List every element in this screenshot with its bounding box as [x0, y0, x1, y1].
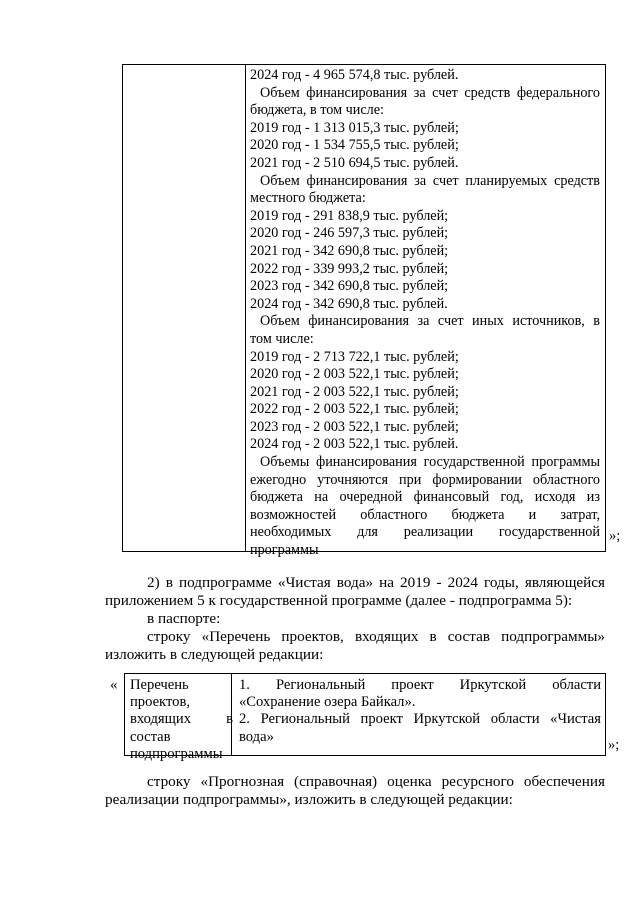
financing-line: возможностей областного бюджета и затрат, — [250, 506, 600, 523]
financing-line: бюджета, в том числе: — [250, 102, 384, 119]
financing-line: 2022 год - 2 003 522,1 тыс. рублей; — [250, 401, 459, 418]
paragraph-projects-row-line2: изложить в следующей редакции: — [105, 646, 324, 663]
label-line: подпрограммы — [130, 745, 223, 762]
projects-table — [124, 673, 606, 762]
project-item-line: 2. Региональный проект Иркутской области «Чистая — [239, 711, 601, 728]
financing-line: необходимых для реализации государственной — [250, 524, 600, 541]
financing-line: 2021 год - 2 510 694,5 тыс. рублей. — [250, 154, 459, 171]
financing-line: 2022 год - 339 993,2 тыс. рублей; — [250, 260, 449, 277]
financing-line: бюджета на очередной финансовый год, исходя из — [250, 489, 600, 506]
paragraph-resource-line1: строку «Прогнозная (справочная) оценка ресурсного обеспечения — [147, 773, 605, 790]
opening-quote: « — [110, 677, 118, 693]
financing-line: ежегодно уточняются при формировании областного — [250, 471, 600, 488]
paragraph-subprogram-line1: 2) в подпрограмме «Чистая вода» на 2019 - 2024 годы, являющейся — [147, 574, 605, 591]
financing-line: программы — [250, 542, 319, 559]
label-word: входящих — [130, 711, 191, 728]
label-line: проектов, — [130, 694, 190, 711]
financing-line: 2019 год - 2 713 722,1 тыс. рублей; — [250, 348, 459, 365]
project-item-line: «Сохранение озера Байкал». — [239, 694, 416, 711]
label-word: в — [226, 711, 233, 728]
financing-cell — [250, 67, 600, 560]
financing-line: 2021 год - 2 003 522,1 тыс. рублей; — [250, 383, 459, 400]
label-line — [130, 711, 233, 728]
paragraph-projects-row-line1: строку «Перечень проектов, входящих в состав подпрограммы» — [147, 628, 605, 645]
financing-line: Объемы финансирования государственной программы — [260, 454, 600, 471]
financing-line: Объем финансирования за счет средств федерального — [260, 84, 600, 101]
financing-line: 2020 год - 2 003 522,1 тыс. рублей; — [250, 366, 459, 383]
label-line: Перечень — [130, 677, 189, 693]
projects-list-cell — [239, 677, 601, 746]
financing-line: 2023 год - 342 690,8 тыс. рублей; — [250, 278, 449, 295]
financing-line: 2021 год - 342 690,8 тыс. рублей; — [250, 242, 449, 259]
project-item-line: вода» — [239, 728, 274, 745]
closing-quote: »; — [608, 737, 620, 753]
paragraph-passport: в паспорте: — [147, 610, 221, 627]
financing-line: 2024 год - 4 965 574,8 тыс. рублей. — [250, 67, 459, 83]
paragraph-resource-line2: реализации подпрограммы», изложить в следующей редакции: — [105, 791, 513, 808]
financing-line: Объем финансирования за счет планируемых средств — [260, 172, 600, 189]
projects-label-cell — [130, 677, 233, 763]
financing-line: 2024 год - 2 003 522,1 тыс. рублей. — [250, 436, 459, 453]
closing-quote: »; — [609, 528, 621, 544]
financing-line: 2023 год - 2 003 522,1 тыс. рублей; — [250, 418, 459, 435]
financing-line: 2019 год - 291 838,9 тыс. рублей; — [250, 207, 449, 224]
project-item-line: 1. Региональный проект Иркутской области — [239, 677, 601, 693]
financing-line: 2024 год - 342 690,8 тыс. рублей. — [250, 295, 448, 312]
label-line: состав — [130, 728, 171, 745]
financing-line: 2020 год - 246 597,3 тыс. рублей; — [250, 225, 449, 242]
financing-line: местного бюджета: — [250, 190, 366, 207]
table-column-divider — [245, 65, 246, 551]
paragraph-subprogram-line2: приложением 5 к государственной программе (далее - подпрограмма 5): — [105, 592, 573, 609]
financing-line: 2019 год - 1 313 015,3 тыс. рублей; — [250, 119, 459, 136]
financing-table — [122, 64, 606, 559]
financing-line: том числе: — [250, 330, 314, 347]
financing-line: Объем финансирования за счет иных источников, в — [260, 313, 600, 330]
financing-line: 2020 год - 1 534 755,5 тыс. рублей; — [250, 137, 459, 154]
